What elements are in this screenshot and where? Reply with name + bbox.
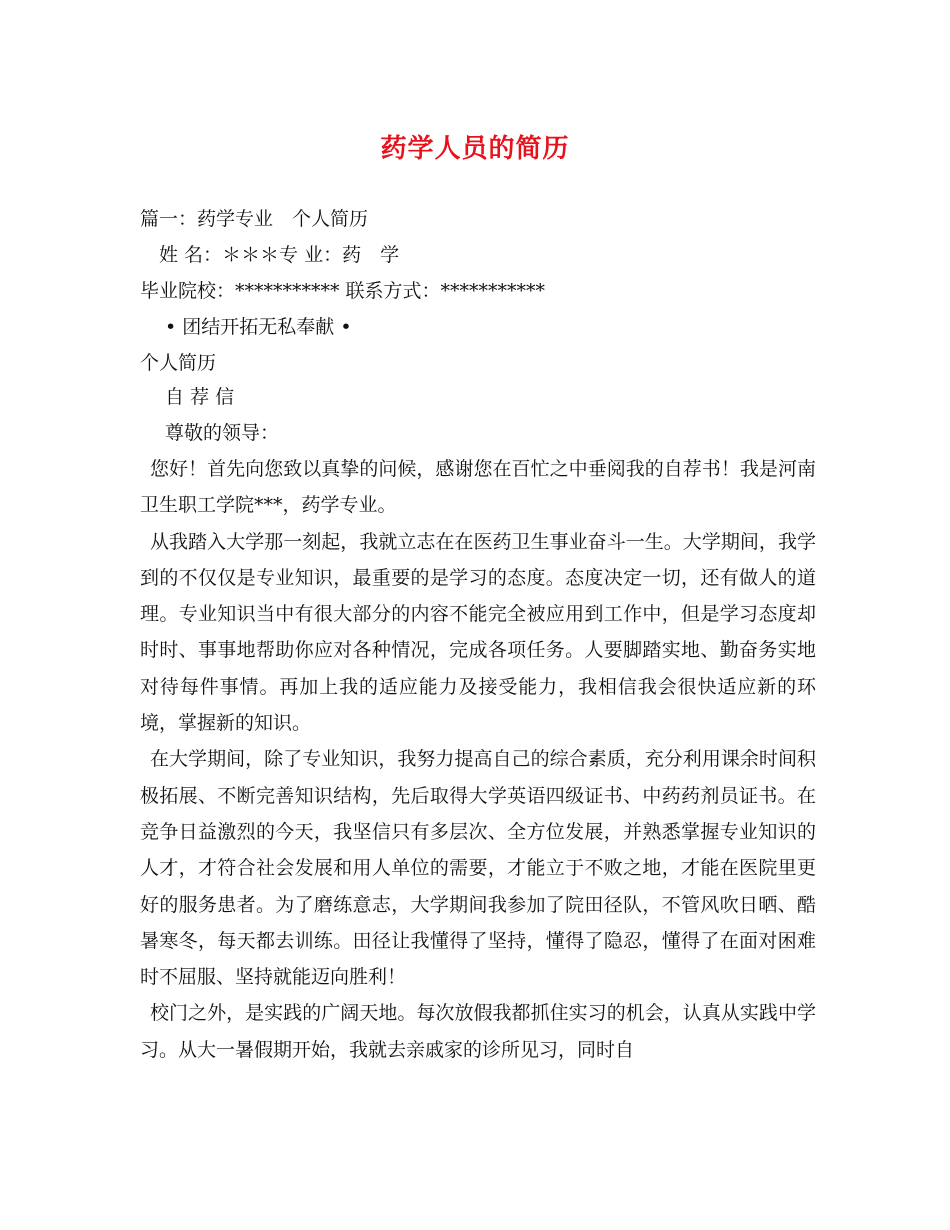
motto-line: • 团结开拓无私奉献 • bbox=[140, 316, 352, 338]
resume-subheading: 个人简历 bbox=[140, 352, 217, 374]
section-heading: 篇一：药学专业 个人简历 bbox=[140, 208, 369, 230]
paragraph-practice: 校门之外，是实践的广阔天地。每次放假我都抓住实习的机会，认真从实践中学习。从大一暑假期开始，我就去亲戚家的诊所见习，同时自 bbox=[140, 1002, 816, 1061]
paragraph-greeting: 您好！首先向您致以真挚的问候，感谢您在百忙之中垂阅我的自荐书！我是河南卫生职工学院***，药学专业。 bbox=[140, 458, 816, 517]
document-title: 药学人员的简历 bbox=[380, 134, 570, 164]
salutation: 尊敬的领导： bbox=[140, 422, 280, 444]
paragraph-aspiration: 从我踏入大学那一刻起，我就立志在在医药卫生事业奋斗一生。大学期间，我学到的不仅仅是专业知识，最重要的是学习的态度。态度决定一切，还有做人的道理。专业知识当中有很大部分的内容不能完全被应用到工作中，但是学习态度却时时、事事地帮助你应对各种情况，完成各项任务。人要脚踏实地、勤奋务实地对待每件事情。再加上我的适应能力及接受能力，我相信我会很快适应新的环境，掌握新的知识。 bbox=[140, 530, 816, 735]
name-major-line: 姓 名：＊＊＊专 业：药 学 bbox=[140, 244, 400, 266]
school-contact-line: 毕业院校：*********** 联系方式：*********** bbox=[140, 280, 546, 302]
letter-body bbox=[140, 451, 816, 1068]
cover-letter-heading: 自 荐 信 bbox=[140, 386, 235, 408]
paragraph-university: 在大学期间，除了专业知识，我努力提高自己的综合素质，充分利用课余时间积极拓展、不断完善知识结构，先后取得大学英语四级证书、中药药剂员证书。在竞争日益激烈的今天，我坚信只有多层次、全方位发展，并熟悉掌握专业知识的人才，才符合社会发展和用人单位的需要，才能立于不败之地，才能在医院里更好的服务患者。为了磨练意志，大学期间我参加了院田径队，不管风吹日晒、酷暑寒冬，每天都去训练。田径让我懂得了坚持，懂得了隐忍，懂得了在面对困难时不屈服、坚持就能迈向胜利！ bbox=[140, 748, 816, 989]
